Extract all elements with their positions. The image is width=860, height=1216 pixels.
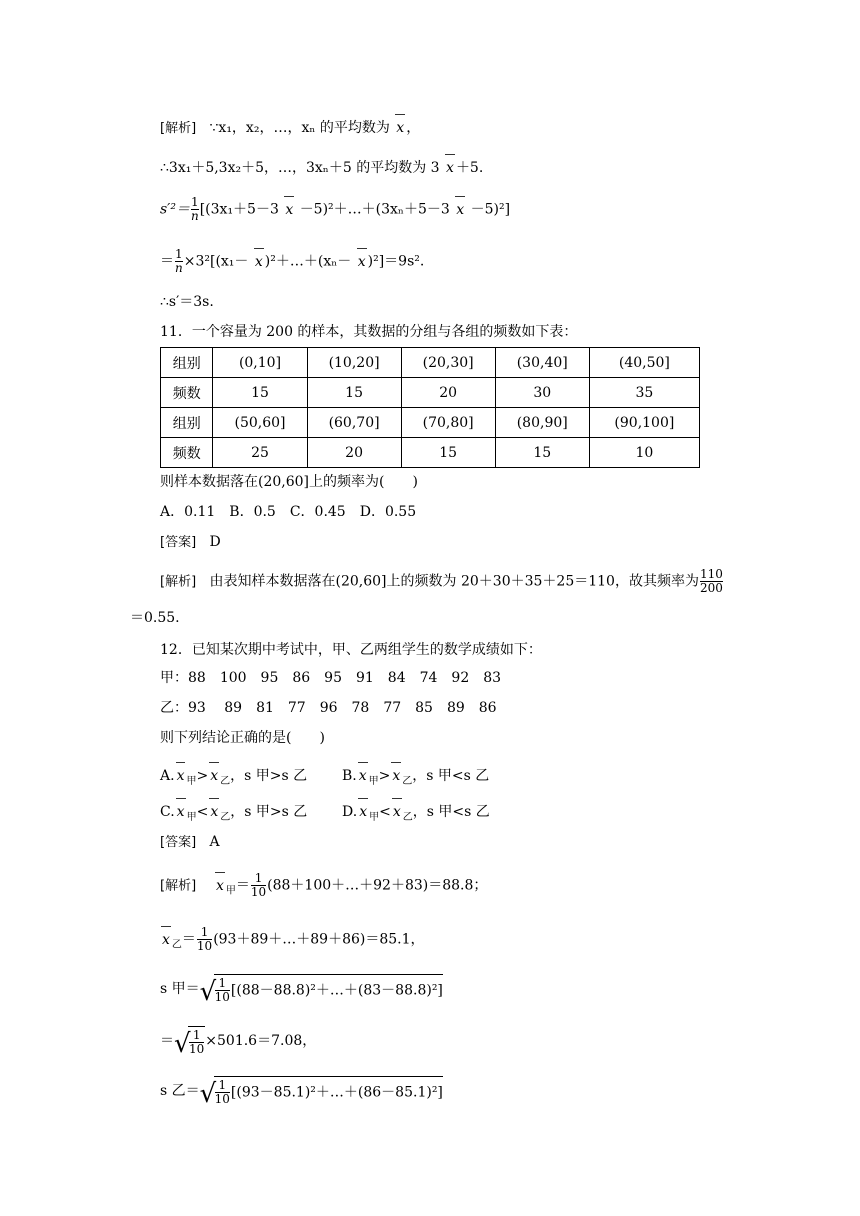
- fraction: [191, 196, 199, 223]
- option-a: [160, 766, 307, 792]
- text: ∴s′＝3s.: [160, 294, 214, 310]
- option-label: A.: [160, 768, 175, 784]
- table-row: [161, 438, 700, 468]
- text: ，s 甲<s 乙: [412, 768, 490, 784]
- numerator: 110: [699, 567, 723, 581]
- subscript: 乙: [220, 775, 231, 787]
- question-12-question: 则下列结论正确的是( ): [160, 730, 325, 746]
- denominator: 10: [189, 1042, 205, 1056]
- table-cell: 30: [495, 378, 589, 408]
- xbar-symbol: x: [456, 201, 465, 218]
- radicand: [214, 974, 443, 1004]
- denominator: 10: [196, 939, 213, 953]
- subscript: 乙: [220, 811, 231, 823]
- denominator: 200: [699, 581, 723, 595]
- text: －5)²＋…＋(3xₙ＋5－3: [299, 201, 450, 218]
- table-cell: 20: [307, 438, 401, 468]
- question-11-answer: [160, 532, 221, 553]
- question-11-options: A．0.11 B．0.5 C．0.45 D．0.55: [160, 504, 417, 520]
- fraction: [175, 248, 183, 275]
- table-cell: (90,100]: [589, 408, 699, 438]
- table-cell: 组别: [161, 348, 213, 378]
- text: ＝: [160, 253, 174, 270]
- table-cell: (0,10]: [213, 348, 307, 378]
- option-d: [342, 802, 490, 828]
- xbar-symbol: x: [359, 804, 368, 820]
- table-cell: (60,70]: [307, 408, 401, 438]
- subscript: 乙: [402, 775, 413, 787]
- text: 由表知样本数据落在(20,60]上的频数为 20＋30＋35＋25＝110，故其频率为: [209, 573, 699, 590]
- subscript: 乙: [171, 939, 182, 951]
- text: ，: [406, 120, 421, 136]
- sqrt: [199, 1076, 443, 1109]
- xbar-symbol: x: [254, 253, 263, 270]
- text: [(3x₁＋5－3: [199, 201, 279, 218]
- numerator: 1: [200, 925, 209, 939]
- xbar-symbol: x: [176, 804, 185, 820]
- text: )²]＝9s².: [367, 253, 425, 270]
- text: ，s 甲>s 乙: [230, 768, 308, 784]
- explanation-line-4: [160, 248, 424, 275]
- text: －5)²]: [470, 201, 511, 218]
- subscript: 甲: [225, 885, 236, 897]
- text: ×3²[(x₁－: [183, 253, 249, 270]
- fraction: [215, 1079, 230, 1106]
- text: (88＋100＋…＋92＋83)＝88.8；: [267, 877, 488, 894]
- numerator: 1: [191, 195, 199, 209]
- table-cell: (40,50]: [589, 348, 699, 378]
- xbar-symbol: x: [392, 804, 401, 820]
- operator: ＝: [235, 877, 250, 894]
- fraction: [700, 568, 723, 595]
- xbar-symbol: x: [215, 877, 224, 894]
- text: [(88－88.8)²＋…＋(83－88.8)²]: [230, 982, 443, 999]
- table-cell: 组别: [161, 408, 213, 438]
- question-11-result: ＝0.55.: [130, 610, 180, 626]
- operator: ＝: [181, 931, 196, 948]
- text: ，s 甲<s 乙: [412, 804, 490, 820]
- option-label: D.: [342, 804, 358, 820]
- xbar-symbol: x: [358, 768, 367, 784]
- table-cell: 25: [213, 438, 307, 468]
- table-cell: 15: [307, 378, 401, 408]
- answer-tag: [答案]: [160, 835, 197, 850]
- xbar-symbol: x: [285, 201, 294, 218]
- fraction: [215, 977, 230, 1004]
- radical-sign: √: [174, 1029, 191, 1059]
- text: ∵x₁，x₂，…，xₙ 的平均数为: [209, 120, 390, 136]
- table-cell: (80,90]: [495, 408, 589, 438]
- sqrt: [174, 1026, 205, 1059]
- xbar-symbol: x: [396, 120, 405, 136]
- explanation-line-2: [160, 158, 483, 178]
- subscript: 甲: [368, 775, 379, 787]
- question-12-explanation-5: [160, 1076, 443, 1109]
- denominator: 10: [250, 885, 267, 899]
- table-cell: (50,60]: [213, 408, 307, 438]
- table-cell: 频数: [161, 378, 213, 408]
- text: ＋5.: [455, 160, 484, 176]
- xbar-symbol: x: [210, 804, 219, 820]
- table-cell: (20,30]: [401, 348, 495, 378]
- table-cell: 频数: [161, 438, 213, 468]
- explanation-line-5: [160, 292, 214, 312]
- subscript: 乙: [402, 811, 413, 823]
- table-cell: 35: [589, 378, 699, 408]
- answer-tag: [答案]: [160, 535, 197, 550]
- text: )²＋…＋(xₙ－: [264, 253, 352, 270]
- text: s 乙＝: [160, 1083, 200, 1099]
- operator: >: [378, 768, 391, 784]
- explanation-tag: [解析]: [160, 574, 197, 590]
- radicand: [214, 1076, 443, 1106]
- table-row: [161, 408, 700, 438]
- question-12-explanation-1: [160, 872, 487, 901]
- operator: <: [196, 804, 209, 820]
- radical-sign: √: [199, 1079, 217, 1109]
- text: ×501.6＝7.08，: [205, 1033, 317, 1049]
- table-row: [161, 378, 700, 408]
- explanation-tag: [解析]: [160, 878, 197, 894]
- text: [(93－85.1)²＋…＋(86－85.1)²]: [230, 1084, 443, 1101]
- subscript: 甲: [186, 775, 197, 787]
- option-label: B.: [342, 768, 357, 784]
- scores-yi: 乙：93 89 81 77 96 78 77 85 89 86: [160, 700, 497, 716]
- explanation-line-3: [160, 196, 510, 223]
- table-cell: 15: [213, 378, 307, 408]
- option-c: [160, 802, 307, 828]
- table-cell: 20: [401, 378, 495, 408]
- denominator: 10: [214, 990, 230, 1004]
- radical-sign: √: [199, 977, 217, 1007]
- operator: <: [379, 804, 391, 820]
- numerator: 1: [192, 1028, 201, 1042]
- question-12-answer: [160, 832, 220, 853]
- text: s′²＝: [160, 201, 190, 218]
- frequency-table: [160, 347, 700, 468]
- denominator: 10: [214, 1092, 230, 1106]
- numerator: 1: [254, 871, 263, 885]
- option-label: C.: [160, 804, 175, 820]
- operator: >: [196, 768, 209, 784]
- text: ，s 甲>s 乙: [230, 804, 308, 820]
- explanation-line-1: [160, 118, 420, 139]
- table-cell: (30,40]: [495, 348, 589, 378]
- numerator: 1: [218, 1078, 227, 1092]
- denominator: n: [175, 261, 183, 275]
- xbar-symbol: x: [392, 768, 401, 784]
- table-cell: (10,20]: [307, 348, 401, 378]
- table-cell: 15: [495, 438, 589, 468]
- fraction: [197, 926, 212, 953]
- text: ＝: [160, 1033, 174, 1049]
- subscript: 甲: [186, 811, 197, 823]
- question-12-explanation-2: [160, 926, 425, 955]
- sqrt: [199, 974, 443, 1007]
- text: (93＋89＋…＋89＋86)＝85.1，: [213, 931, 425, 948]
- question-11-question: 则样本数据落在(20,60]上的频率为( ): [160, 474, 418, 490]
- xbar-symbol: x: [446, 160, 454, 176]
- explanation-tag: [解析]: [160, 121, 197, 136]
- numerator: 1: [175, 247, 183, 261]
- xbar-symbol: x: [162, 931, 170, 948]
- xbar-symbol: x: [210, 768, 219, 784]
- subscript: 甲: [369, 811, 380, 823]
- table-cell: 10: [589, 438, 699, 468]
- fraction: [189, 1029, 204, 1056]
- numerator: 1: [218, 976, 227, 990]
- xbar-symbol: x: [176, 768, 185, 784]
- text: ∴3x₁＋5,3x₂＋5，…，3xₙ＋5 的平均数为 3: [160, 160, 440, 176]
- table-row: [161, 348, 700, 378]
- question-11-explanation: [160, 568, 724, 595]
- answer-value: A: [209, 834, 220, 850]
- question-11-stem: 11．一个容量为 200 的样本，其数据的分组与各组的频数如下表：: [160, 324, 578, 340]
- scores-jia: 甲：88 100 95 86 95 91 84 74 92 83: [160, 670, 502, 686]
- text: s 甲＝: [160, 981, 200, 997]
- xbar-symbol: x: [357, 253, 366, 270]
- question-12-explanation-4: [160, 1026, 317, 1059]
- question-12-stem: 12．已知某次期中考试中，甲、乙两组学生的数学成绩如下：: [160, 642, 542, 658]
- fraction: [251, 872, 266, 899]
- table-cell: 15: [401, 438, 495, 468]
- question-12-explanation-3: [160, 974, 443, 1007]
- option-b: [342, 766, 489, 792]
- denominator: n: [190, 209, 199, 223]
- table-cell: (70,80]: [401, 408, 495, 438]
- answer-value: D: [209, 534, 221, 550]
